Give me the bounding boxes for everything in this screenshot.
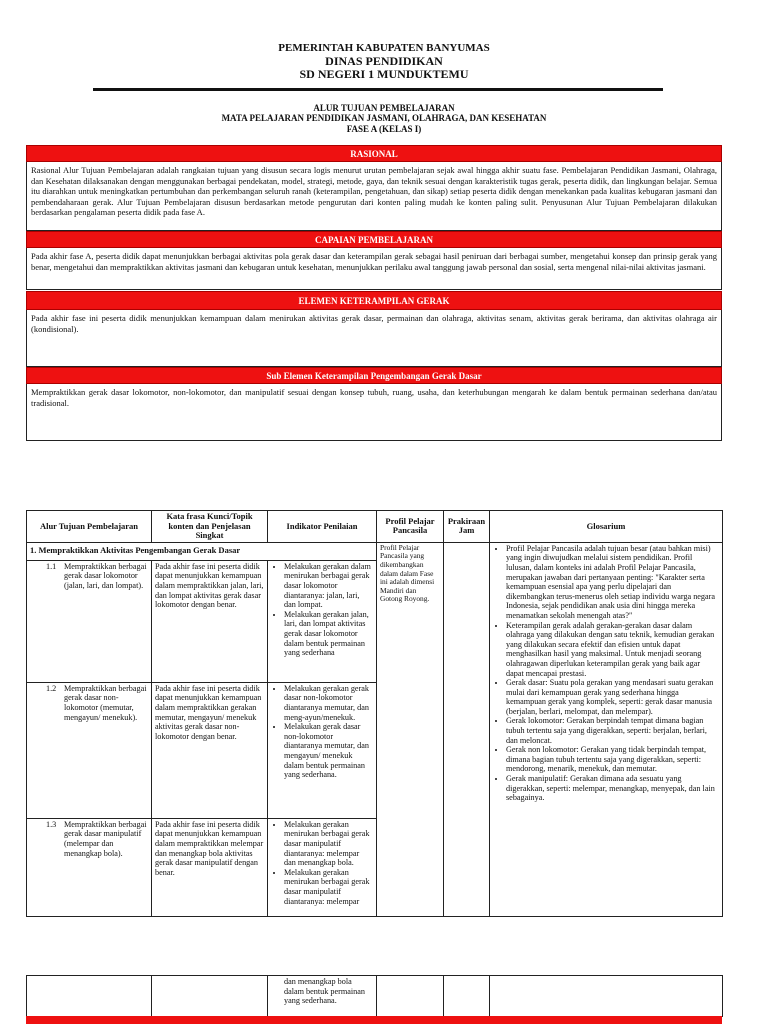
section-heading: ELEMEN KETERAMPILAN GERAK [26, 291, 722, 310]
list-item: • Melakukan gerakan menirukan berbagai gerak dasar manipulatif diantaranya: melempar [284, 868, 373, 906]
list-item: • Gerak non lokomotor: Gerakan yang tidak berpindah tempat, dimana bagian tubuh tertentu saja yang digerakkan, seperti: mendorong, menarik, menekuk, dan memutar. [506, 745, 719, 774]
section-heading: RASIONAL [26, 145, 722, 162]
list-item: • Gerak lokomotor: Gerakan berpindah tempat dimana bagian tubuh tertentu saja yang digerakkan, seperti: berjalan, berlari, dan meloncat. [506, 716, 719, 745]
kata-cell: Pada akhir fase ini peserta didik dapat menunjukkan kemampuan dalam mempraktikkan melempar dan menangkap bola aktivitas gerak dasar manipulatif dengan benar. [152, 818, 268, 916]
row-number: 1.1 [46, 561, 57, 571]
header-jam: Prakiraan Jam [444, 511, 490, 543]
list-item: • Profil Pelajar Pancasila adalah tujuan besar (atau bahkan misi) yang ingin diwujudkan melalui sistem pendidikan. Profil lulusan, dalam konteks ini adalah Profil Pelajar Pancasila, merupakan jawaban dari pertanyaan penting: "Karakter serta kemampuan esensial apa yang perlu dipelajari dan dikembangkan terus-menerus oleh setiap individu warga negara Indonesia, sejak pendidikan anak usia dini hingga mereka menamatkan sekolah menengah atas?" [506, 544, 719, 621]
atp-cell [27, 682, 152, 818]
header-kata: Kata frasa Kunci/Topik konten dan Penjelasan Singkat [152, 511, 268, 543]
list-item: • Melakukan gerak dasar non-lokomotor diantaranya memutar, dan mengayun/ menekuk dalam bentuk permainan yang sederhana. [284, 722, 373, 780]
section-heading: Sub Elemen Keterampilan Pengembangan Gerak Dasar [26, 367, 722, 384]
section-heading: CAPAIAN PEMBELAJARAN [26, 231, 722, 248]
jam-cell [444, 542, 490, 916]
jam-cell [444, 976, 490, 1017]
doc-phase: FASE A (KELAS I) [346, 124, 422, 134]
header-government: PEMERINTAH KABUPATEN BANYUMAS [278, 42, 490, 54]
section-elemen [26, 291, 722, 367]
kata-cell [152, 976, 268, 1017]
section-text: Pada akhir fase A, peserta didik dapat menunjukkan berbagai aktivitas pola gerak dasar dan keterampilan gerak sebagai hasil peniruan dari berbagai sumber, mengetahui konsep dan prinsip gerak yang benar, mengetahui dan mempraktikkan aktivitas jasmani dan kebugaran untuk kesehatan, menunjukkan perilaku awal tanggung jawab personal dan sosial, serta mengenal nilai-nilai aktivitas jasmani. [26, 248, 722, 290]
profil-cell: Profil Pelajar Pancasila yang dikembangkan dalam dalam Fase ini adalah dimensi Mandiri dan Gotong Royong. [377, 542, 444, 916]
indikator-cell: dan menangkap bola dalam bentuk permainan yang sederhana. [268, 976, 377, 1017]
atp-cell [27, 976, 152, 1017]
header-profil: Profil Pelajar Pancasila [377, 511, 444, 543]
atp-cell [27, 560, 152, 682]
header-school: SD NEGERI 1 MUNDUKTEMU [299, 67, 469, 81]
section-rasional [26, 145, 722, 231]
header-office: DINAS PENDIDIKAN [325, 54, 443, 68]
section-text: Pada akhir fase ini peserta didik menunjukkan kemampuan dalam menirukan aktivitas gerak dasar, permainan dan olahraga, aktivitas senam, aktivitas gerak berirama, dan aktivitas olahraga air (kondisional). [26, 310, 722, 367]
next-section-heading-bar [26, 1016, 722, 1024]
section-capaian [26, 231, 722, 290]
kata-cell: Pada akhir fase ini peserta didik dapat menunjukkan kemampuan dalam mempraktikkan gerakan memutar, mengayun/ menekuk aktivitas gerak dasar non-lokomotor dengan benar. [152, 682, 268, 818]
indikator-cell [268, 560, 377, 682]
atp-text: Mempraktikkan berbagai gerak dasar manipulatif (melempar dan menangkap bola). [64, 819, 147, 858]
list-item: • Keterampilan gerak adalah gerakan-gerakan dasar dalam olahraga yang dilakukan dengan satu teknik, kemudian gerakan yang dilakukan secara efektif dan efisien untuk dapat menghasilkan hasil yang maksimal. Untuk menjadi seorang olahragawan diperlukan keterampilan gerak yang baik agar dapat mencapai prestasi. [506, 621, 719, 679]
table-row [27, 542, 723, 560]
glosarium-cell [490, 976, 723, 1017]
row-number: 1.3 [46, 819, 57, 829]
profil-cell [377, 976, 444, 1017]
indikator-cell [268, 818, 377, 916]
kata-cell: Pada akhir fase ini peserta didik dapat menunjukkan kemampuan dalam mempraktikkan jalan, lari, dan lompat aktivitas gerak dasar lokomotor dengan benar. [152, 560, 268, 682]
header-atp: Alur Tujuan Pembelajaran [27, 511, 152, 543]
group-title: 1. Mempraktikkan Aktivitas Pengembangan Gerak Dasar [27, 542, 377, 560]
section-sub-elemen [26, 367, 722, 441]
atp-text: Mempraktikkan berbagai gerak dasar non-lokomotor (memutar, mengayun/ menekuk). [64, 683, 147, 722]
section-text: Mempraktikkan gerak dasar lokomotor, non-lokomotor, dan manipulatif sesuai dengan konsep tubuh, ruang, usaha, dan keterhubungan mengarah ke dalam bentuk permainan sederhana dan/atau tradisional. [26, 384, 722, 441]
glosarium-cell [490, 542, 723, 916]
table-header-row [27, 511, 723, 543]
list-item: • Melakukan gerakan menirukan berbagai gerak dasar manipulatif diantaranya: melempar dan menangkap bola. [284, 820, 373, 868]
doc-subject: MATA PELAJARAN PENDIDIKAN JASMANI, OLAHRAGA, DAN KESEHATAN [221, 113, 547, 123]
glosarium-list [493, 544, 719, 803]
row-number: 1.2 [46, 683, 57, 693]
atp-table-continuation [26, 975, 723, 1017]
table-row [27, 976, 723, 1017]
atp-table [26, 510, 723, 917]
atp-text: Mempraktikkan berbagai gerak dasar lokomotor (jalan, lari, dan lompat). [64, 561, 147, 590]
section-text: Rasional Alur Tujuan Pembelajaran adalah rangkaian tujuan yang disusun secara logis menurut urutan pembelajaran sejak awal hingga akhir suatu fase. Pembelajaran Pendidikan Jasmani, Olahraga, dan Kesehatan dilaksanakan dengan menggunakan berbagai pendekatan, model, strategi, metode, gaya, dan teknik sesuai dengan karakteristik tugas gerak, peserta didik, dan lingkungan belajar. Semua itu diarahkan untuk meningkatkan pertumbuhan dan perkembangan seluruh ranah (keterampilan, pengetahuan, dan sikap) setiap peserta didik dengan menekankan pada kualitas kebugaran jasmani dan pembendaharaan gerak. Alur Tujuan Pembelajaran disusun berdasarkan metode pengurutan dari konten paling mudah ke konten paling sulit. Penyusunan Alur Tujuan Pembelajaran dilakukan berdasarkan pengalaman peserta didik pada fase A. [26, 162, 722, 231]
list-item: • Melakukan gerakan dalam menirukan berbagai gerak dasar lokomotor diantaranya: jalan, lari, dan lompat. [284, 562, 373, 610]
doc-title: ALUR TUJUAN PEMBELAJARAN [313, 103, 455, 113]
indikator-cell [268, 682, 377, 818]
atp-cell [27, 818, 152, 916]
header-indikator: Indikator Penilaian [268, 511, 377, 543]
list-item: • Melakukan gerakan jalan, lari, dan lompat aktivitas gerak dasar lokomotor dalam bentuk permainan yang sederhana [284, 610, 373, 658]
list-item: • Gerak manipulatif: Gerakan dimana ada sesuatu yang digerakkan, seperti: melempar, menangkap, menyepak, dan lain sebagainya. [506, 774, 719, 803]
header-divider [93, 88, 663, 91]
header-glosarium: Glosarium [490, 511, 723, 543]
list-item: • Gerak dasar: Suatu pola gerakan yang mendasari suatu gerakan mulai dari kemampuan gerak yang sederhana hingga kemampuan gerak yang komplek, seperti: gerak dasar manusia (berjalan, berlari, melompat, dan melempar). [506, 678, 719, 716]
list-item: • Melakukan gerakan gerak dasar non-lokomotor diantaranya memutar, dan meng-ayun/menekuk. [284, 684, 373, 722]
